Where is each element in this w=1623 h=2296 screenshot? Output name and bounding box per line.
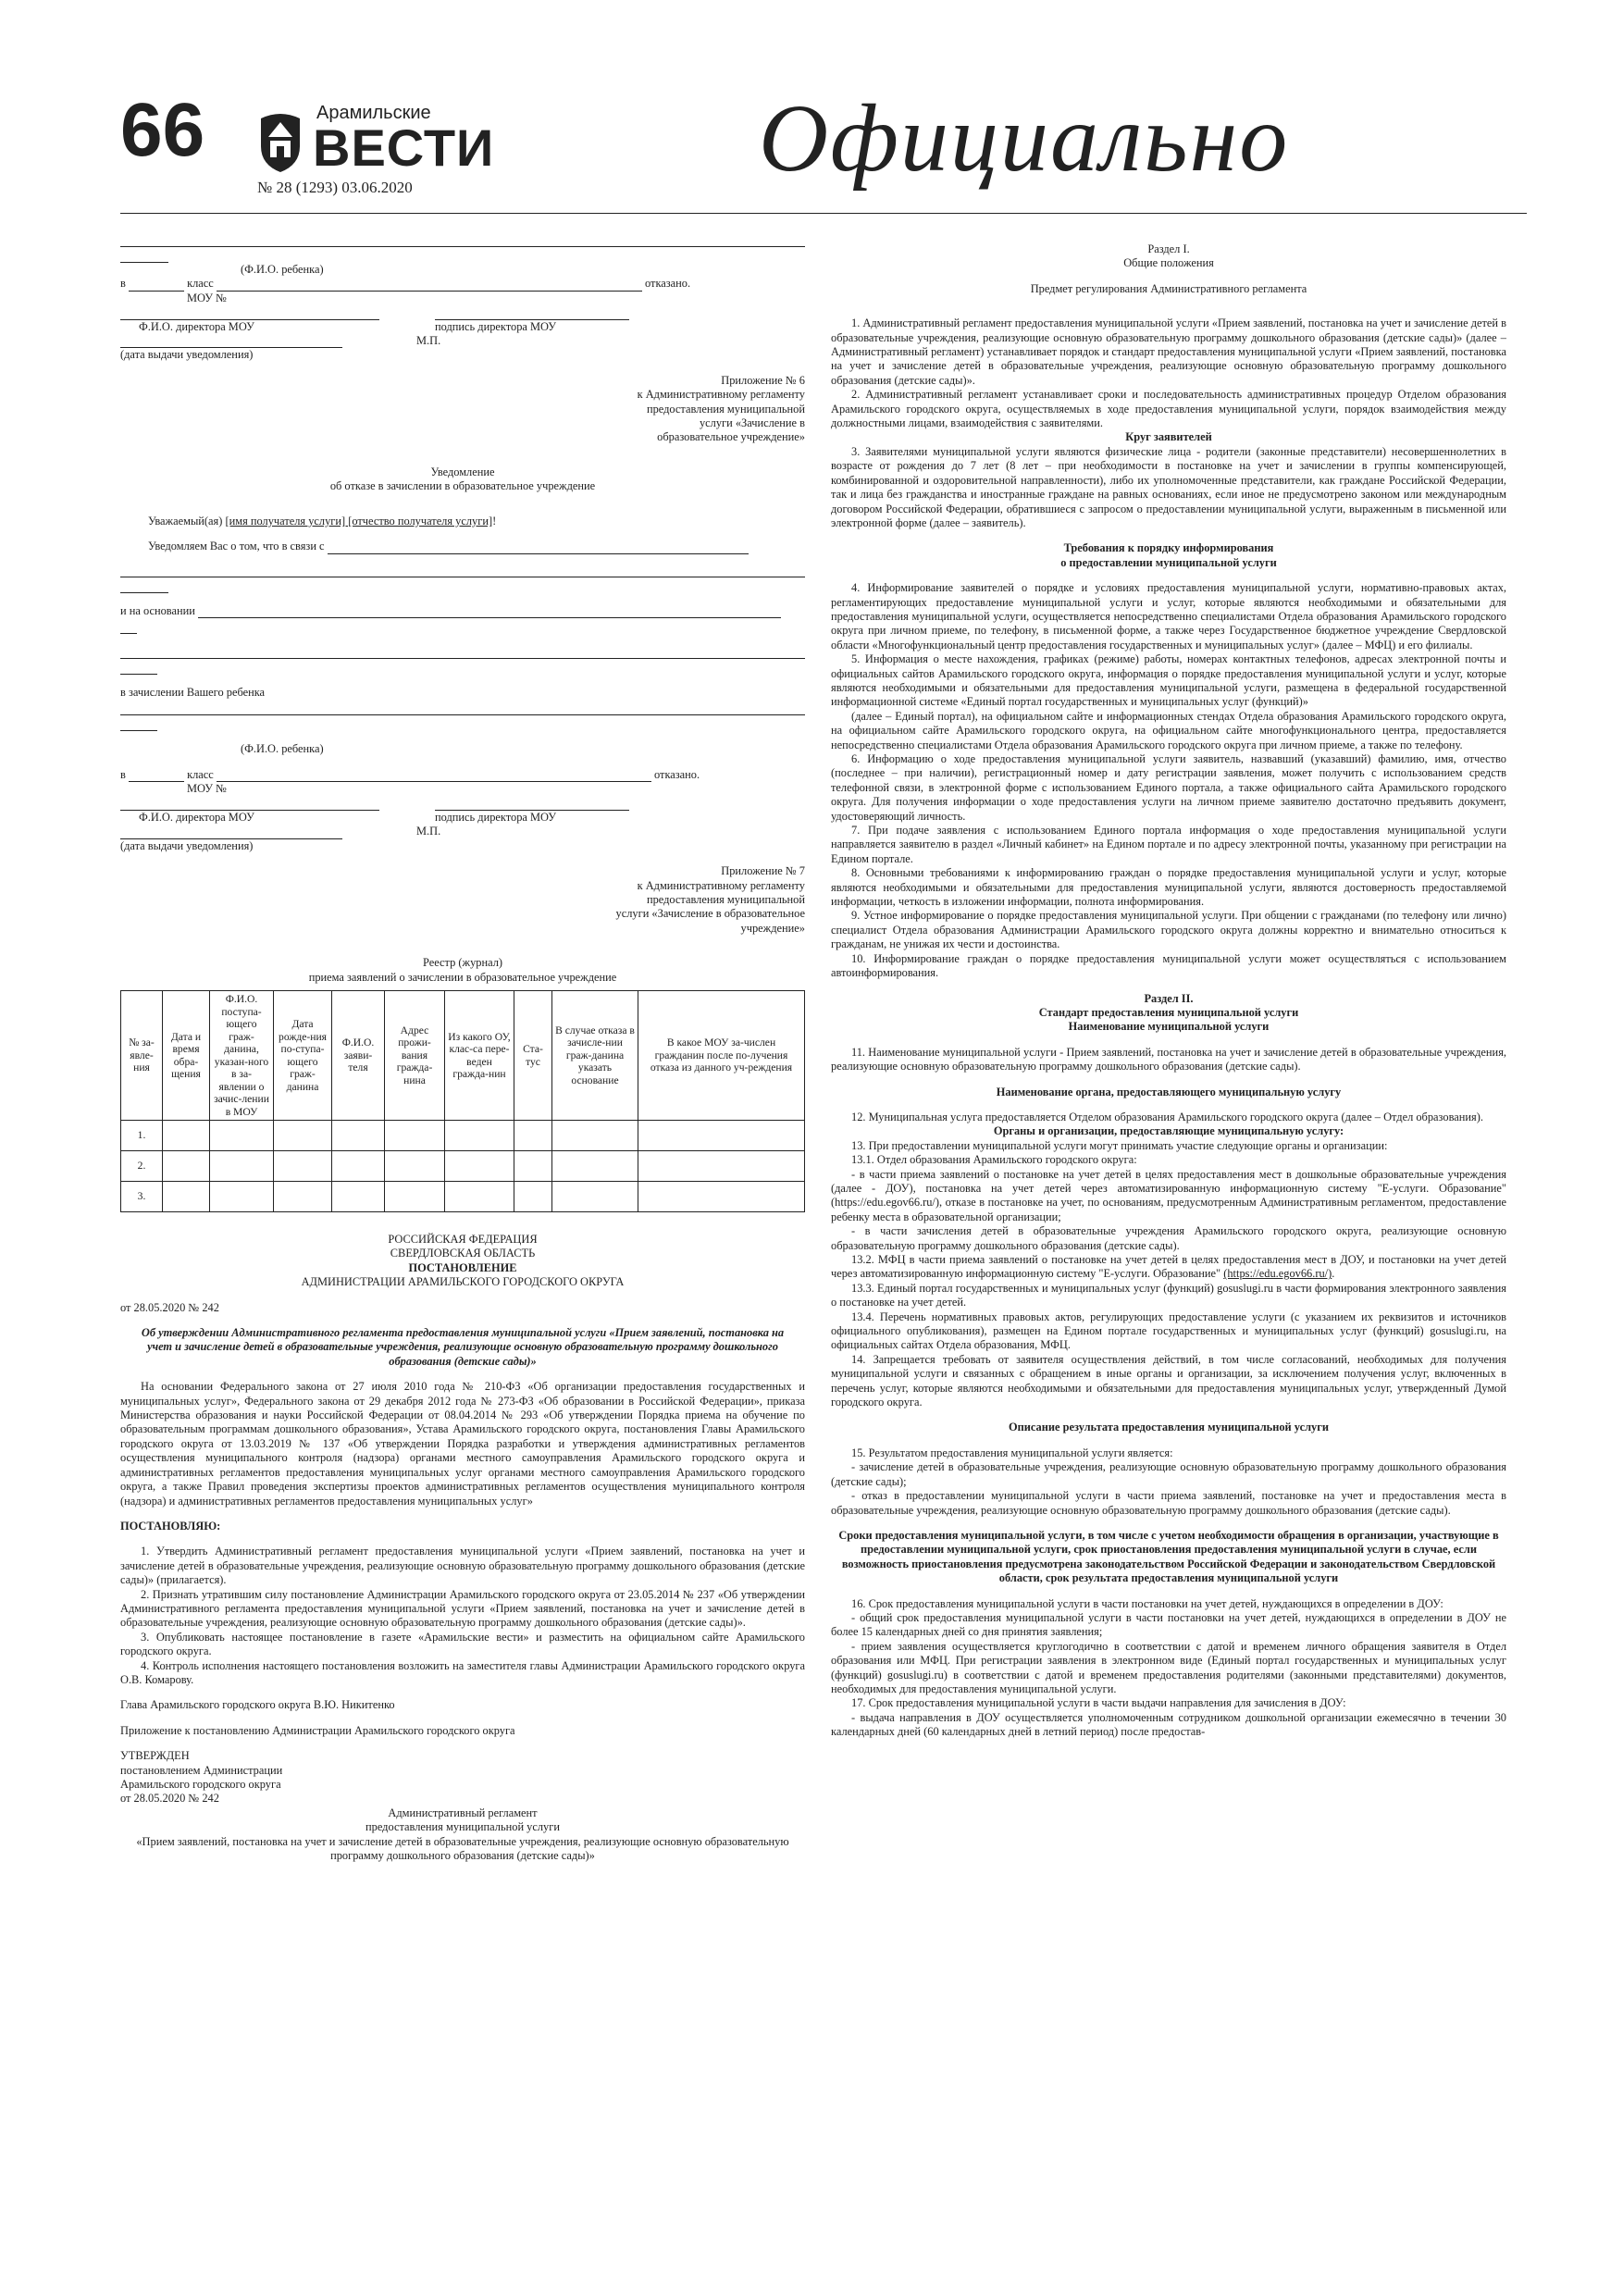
paragraph: 14. Запрещается требовать от заявителя осуществления действий, в том числе согласований, необходимых для получения муниципальной услуги и связанных с обращением в иные органы и организации, за исключением получения услуг, включенных в перечень услуг, которые являются необходимыми и обязательными для предоставления муниципальных услуг, утвержденный Думой городского округа. [831,1352,1506,1409]
director-sign-caption: подпись директора МОУ [435,810,557,824]
paragraph: 15. Результатом предоставления муниципальной услуги является: [851,1446,1173,1459]
appendix-caption: Приложение к постановлению Администрации Арамильского городского округа [120,1723,515,1737]
appendix-7-line: услуги «Зачисление в образовательное [615,907,805,921]
appendix-7-line: к Административному регламенту [637,878,805,892]
salutation-end: ! [492,514,497,527]
paragraph: - в части приема заявлений о постановке на учет детей в целях предоставления мест в дошкольные образовательные учреждения (далее - ДОУ), постановка на учет детей через автоматизированную информационную систему "Е-услуги. Образование" (https://edu.egov66.ru/), отказе в постановке на учет, по основаниям, предусмотренным Административным регламентом, предоставление ребенку места в образовательной организации; [831,1167,1506,1223]
resolution-header-line: РОССИЙСКАЯ ФЕДЕРАЦИЯ [388,1233,538,1246]
resolution-heading: Об утверждении Административного регламента предоставления муниципальной услуги «Прием заявлений, постановка на учет и зачисление детей в образовательные учреждения, реализующие основную образовательную программу дошкольного образования (детские сады)» [141,1326,785,1368]
recipient-fields: [имя получателя услуги] [отчество получателя услуги] [225,514,493,527]
notice-subtitle: об отказе в зачислении в образовательное учреждение [329,479,596,493]
resolution-preamble: На основании Федерального закона от 27 июля 2010 года № 210-ФЗ «Об организации предоставления государственных и муниципальных услуг», Федерального закона от 29 декабря 2012 года № 273-ФЗ «Об образовании в Российской Федерации», приказа Министерства образования и науки Российской Федерации от 08.04.2014 № 293 «Об утверждении Порядка приема на обучение по образовательным программам дошкольного образования», Устава Арамильского городского округа, постановления Главы Арамильского городского округа от 13.03.2019 № 137 «Об утверждении Порядка разработки и утверждения административных регламентов осуществления муниципального контроля (надзора) органами местного самоуправления Арамильского городского округа и административных регламентов предоставления муниципальных услуг органами местного самоуправления Арамильского городского округа, а также Правил проведения экспертизы проектов административных регламентов осуществления муниципального контроля (надзора) и административных регламентов предоставления муниципальных услуг» [120,1380,805,1508]
table-header: Дата рожде-ния по-ступа-ющего граж-данина [274,991,332,1121]
table-header: Адрес прожи-вания гражда-нина [385,991,445,1121]
register-title: Реестр (журнал) [422,956,503,970]
stamp-line [120,825,805,838]
paragraph: 2. Административный регламент устанавливает сроки и последовательность административных процедур Отделом образования Арамильского городского округа, осуществляемых в ходе предоставления муниципальной услуги, порядок взаимодействия между должностными лицами, взаимодействия с заявителями. [831,388,1506,430]
paragraph: 3. Заявителями муниципальной услуги являются физические лица - родители (законные представители) несовершеннолетних в возрасте от рождения до 7 лет (8 лет – при необходимости в постановке на учет и зачислении в группы компенсирующей, комбинированной и оздоровительной направленности), либо их уполномоченные представители, как граждане Российской Федерации, так и лица без гражданства и иностранные граждане на равных основаниях, если иное не предусмотрено законом или международным договором Российской Федерации, обратившиеся с запросом о предоставлении муниципальной услуги, выраженным в письменной или электронной форме (далее – заявитель). [831,444,1506,529]
resolution-header-line: АДМИНИСТРАЦИИ АРАМИЛЬСКОГО ГОРОДСКОГО ОКРУГА [301,1275,625,1289]
table-header: Ф.И.О. заяви-теля [332,991,385,1121]
paragraph: 11. Наименование муниципальной услуги - Прием заявлений, постановка на учет и зачисление детей в образовательные учреждения, реализующие основную образовательную программу дошкольного образования (детские сады). [831,1045,1506,1074]
section-title: Официально [759,85,1290,192]
paragraph: 9. Устное информирование о порядке предоставления муниципальной услуги. При общении с гражданами (по телефону или лично) специалист Отдела образования Администрации Арамильского городского округа должны корректно и внимательно относиться к гражданам, не унижая их чести и достоинства. [831,909,1506,951]
section-heading: Раздел II. [1144,991,1194,1005]
resolution-paragraph: 4. Контроль исполнения настоящего постановления возложить на заместителя главы Администрации Арамильского городского округа О.В. Комарову. [120,1658,805,1686]
table-header-row [121,991,805,1121]
approved-line: постановлением Администрации [120,1763,283,1777]
blank-line [120,700,805,715]
appendix-7-line: учреждение» [740,921,805,935]
brand-top: Арамильские [316,103,431,123]
appendix-6-title: Приложение № 6 [721,373,805,387]
notify-text: Уведомляем Вас о том, что в связи с [148,540,325,553]
paragraph: - прием заявления осуществляется круглогодично в соответствии с датой и временем личного обращения заявителя в Отдел образования или МФЦ. При регистрации заявления в электронном виде (Единый портал государственных и муниципальных услуг (функций) gosuslugi.ru) в соответствии с датой и временем предоставления родителями (законными представителями) документов, необходимых для предоставления муниципальной услуги. [831,1639,1506,1695]
blank-line [120,231,805,247]
table-row [121,1121,805,1151]
subsection-heading: Сроки предоставления муниципальной услуги, в том числе с учетом необходимости обращения в организации, участвующие в предоставлении муниципальной услуги, срок приостановления предоставления муниципальной услуги в случае, если возможность приостановления предусмотрена законодательством Российской Федерации и законодательством Свердловской области, срок результата предоставления муниципальной услуги [838,1528,1499,1585]
blank-line [120,715,157,731]
paragraph: 13. При предоставлении муниципальной услуги могут принимать участие следующие органы и организации: [851,1138,1388,1152]
paragraph: (далее – Единый портал), на официальном сайте и информационных стендах Отдела образования Арамильского городского округа, на официальном сайте Арамильского городского округа, на официальном сайте многофункционального центра, предоставляется непосредственно специалистами Отдела образования Арамильского городского округа при личном приеме, а также по телефону. [831,709,1506,751]
paragraph: 13.1. Отдел образования Арамильского городского округа: [851,1153,1137,1167]
row-number: 2. [121,1151,163,1182]
issue-date-caption: (дата выдачи уведомления) [120,348,254,362]
table-header: Ф.И.О. поступа-ющего граж-данина, указан-ного в за-явлении о зачис-лении в МОУ [210,991,274,1121]
refusal-line [120,277,805,291]
blank-line [120,618,137,634]
child-name-caption: (Ф.И.О. ребенка) [241,742,324,756]
paragraph: 5. Информация о месте нахождения, графиках (режиме) работы, номерах контактных телефонов, адресах электронной почты и официальных сайтов Арамильского городского округа, информация о порядке предоставления муниципальной услуги и услуг, которые являются необходимыми и обязательными для предоставления муниципальной услуги, размещена в федеральной государственной информационной системе «Единый портал государственных и муниципальных услуг (функций)» [831,652,1506,709]
subsection-heading: Круг заявителей [1125,430,1212,444]
resolution-date: от 28.05.2020 № 242 [120,1300,219,1314]
section-heading: Раздел I. [1147,242,1190,255]
subsection-heading: о предоставлении муниципальной услуги [1060,555,1277,569]
paragraph: 16. Срок предоставления муниципальной услуги в части постановки на учет детей, нуждающихся в определении в ДОУ: [851,1596,1443,1610]
resolution-header-line: СВЕРДЛОВСКАЯ ОБЛАСТЬ [390,1247,536,1260]
table-header: № за-явле-ния [121,991,163,1121]
blank-line [120,659,157,675]
in-word: в [120,277,126,291]
appendix-6-line: услуги «Зачисление в [699,416,805,430]
table-row [121,1182,805,1212]
child-name-caption: (Ф.И.О. ребенка) [241,263,324,276]
table-header: Ста-тус [514,991,552,1121]
edu-link[interactable]: (https://edu.egov66.ru/) [1223,1267,1332,1281]
issue-number: № 28 (1293) 03.06.2020 [257,179,413,196]
section-heading: Стандарт предоставления муниципальной услуги [1038,1005,1299,1019]
section-heading: Общие положения [1123,256,1214,270]
blank-line [120,577,168,593]
issue-date-caption: (дата выдачи уведомления) [120,838,254,852]
salutation-word: Уважаемый(ая) [148,514,223,527]
paragraph: - выдача направления в ДОУ осуществляется уполномоченным сотрудником дошкольной организации ежемесячно в течении 30 календарных дней (60 календарных дней в летний период) после предостав- [831,1710,1506,1739]
refusal-line [120,768,805,782]
table-header: В какое МОУ за-числен гражданин после по-лучения отказа из данного уч-реждения [638,991,805,1121]
table-header: Из какого ОУ, клас-са пере-веден гражда-нин [445,991,514,1121]
director-sign-caption: подпись директора МОУ [435,319,557,333]
paragraph: 4. Информирование заявителей о порядке и условиях предоставления муниципальной услуги, нормативно-правовых актах, регламентирующих предоставление муниципальной услуги и услуг, которые являются необходимыми и обязательными для предоставления муниципальной услуги, осуществляется непосредственно специалистами Отдела образования Арамильского городского округа при личном приеме, по телефону, в письменной форме, а также через Государственное бюджетное учреждение Свердловской области «Многофункциональный центр предоставления государственных и муниципальных услуг» (далее – МФЦ) и его филиалы. [831,581,1506,652]
class-word: класс [187,767,214,781]
resolution-title: ПОСТАНОВЛЕНИЕ [408,1260,517,1274]
resolution-paragraph: 3. Опубликовать настоящее постановление в газете «Арамильские вести» и разместить на официальном сайте Арамильского городского округа. [120,1630,805,1658]
signature-lines [120,797,805,811]
basis-text: и на основании [120,603,195,617]
appendix-6-line: к Административному регламенту [637,388,805,402]
right-column [831,231,1506,1740]
crest-icon [257,109,304,174]
notice-title: Уведомление [430,465,495,478]
paragraph: 8. Основными требованиями к информированию граждан о порядке предоставления муниципальной услуги и услуг, которые являются необходимыми и обязательными для предоставления муниципальной услуги, являются достоверность предоставляемой информации, четкость в изложении информации, полнота информирования. [831,866,1506,909]
regulation-title: Административный регламент [388,1806,538,1819]
resolution-paragraph: 2. Признать утратившим силу постановление Администрации Арамильского городского округа от 23.05.2014 № 237 «Об утверждении Административного регламента предоставления муниципальной услуги «Прием заявлений, постановка на учет и зачисление детей в образовательные учреждения, реализующие основную образовательную программу дошкольного образования (детские сады)». [120,1587,805,1630]
enroll-line: в зачислении Вашего ребенка [120,685,266,699]
signature-lines [120,305,805,319]
class-word: класс [187,277,214,291]
blank-line [120,562,805,577]
approved-caption: УТВЕРЖДЕН [120,1749,190,1763]
in-word: в [120,767,126,781]
header-rule [120,213,1527,214]
paragraph: 6. Информацию о ходе предоставления муниципальной услуги заявитель, назвавший (указавший) фамилию, имя, отчество (последнее – при наличии), регистрационный номер и дату регистрации заявления, может получить с использованием средств телефонной связи, в электронной форме с использованием Единого портала, а также официального сайта Арамильского городского округа. Для получения информации о ходе предоставления услуги на личном приеме заявителю достаточно предъявить документ, удостоверяющий личность. [831,752,1506,823]
head-signature: Глава Арамильского городского округа В.Ю. Никитенко [120,1698,395,1712]
table-header: Дата и время обра-щения [163,991,210,1121]
director-name-caption: Ф.И.О. директора МОУ [139,810,254,824]
paragraph: 17. Срок предоставления муниципальной услуги в части выдачи направления для зачисления в ДОУ: [851,1696,1346,1710]
paragraph: 12. Муниципальная услуга предоставляется Отделом образования Арамильского городского округа (далее – Отдел образования). [851,1110,1483,1123]
subsection-heading: Требования к порядку информирования [1063,541,1274,555]
resolution-paragraph: 1. Утвердить Административный регламент предоставления муниципальной услуги «Прием заявлений, постановка на учет и зачисление детей в образовательные учреждения, реализующие основную образовательную программу дошкольного образования (детские сады)» (прилагается). [120,1545,805,1587]
refused-word: отказано. [645,277,691,291]
basis-line [120,604,805,618]
masthead [120,85,1527,213]
paragraph: 7. При подаче заявления с использованием Единого портала информация о ходе предоставления муниципальной услуги направляется заявителю в раздел «Личный кабинет» на Едином портале и по адресу электронной почты, указанному при регистрации на Едином портале. [831,824,1506,865]
paragraph: - отказ в предоставлении муниципальной услуги в части приема заявлений, постановке на учет и предоставления места в образовательные учреждения, реализующие основную образовательную программу дошкольного образования (детские сады). [831,1489,1506,1517]
section-heading: Наименование муниципальной услуги [1068,1020,1270,1034]
paragraph: - зачисление детей в образовательные учреждения, реализующие основную образовательную программу дошкольного образования (детские сады); [831,1460,1506,1488]
table-header: В случае отказа в зачисле-нии граж-данина указать основание [552,991,638,1121]
salutation [120,515,805,528]
paragraph-text: 13.2. МФЦ в части приема заявлений о постановке на учет детей в целях предоставления мест в ДОУ, и постановки на учет детей через автоматизированную информационную систему "Е-услуги. Образование" [831,1253,1506,1281]
paragraph: 13.2. МФЦ в части приема заявлений о постановке на учет детей в целях предоставления мест в ДОУ, и постановки на учет детей через автоматизированную информационную систему "Е-услуги. Образование" (https://edu.egov66.ru/). [831,1253,1506,1281]
mou-number: МОУ № [187,782,227,796]
page-number: 66 [120,88,205,172]
blank-line [120,643,805,659]
subsection-heading: Наименование органа, предоставляющего муниципальную услугу [996,1085,1342,1098]
stamp-line [120,334,805,348]
approved-line: Арамильского городского округа [120,1778,281,1791]
appendix-7-line: предоставления муниципальной [646,892,805,906]
appendix-7-title: Приложение № 7 [721,864,805,878]
stamp-caption: М.П. [416,334,441,348]
regulation-title: «Прием заявлений, постановка на учет и зачисление детей в образовательные учреждения, реализующие основную образовательную программу дошкольного образования (детские сады)» [136,1834,789,1863]
director-name-caption: Ф.И.О. директора МОУ [139,319,254,333]
blank-line [120,247,168,263]
paragraph: 10. Информирование граждан о порядке предоставления муниципальной услуги может осуществляться с использованием автоинформирования. [831,951,1506,980]
stamp-caption: М.П. [416,825,441,838]
register-table [120,990,805,1212]
signature-captions [120,811,805,825]
register-subtitle: приема заявлений о зачислении в образовательное учреждение [308,970,617,984]
approved-line: от 28.05.2020 № 242 [120,1792,219,1806]
paragraph: 1. Административный регламент предоставления муниципальной услуги «Прием заявлений, постановка на учет и зачисление детей в образовательные учреждения, реализующие основную образовательную программу дошкольного образования (детские сады)» (далее – Административный регламент) устанавливает порядок и стандарт предоставления муниципальной услуги «Прием заявлений, постановка на учет и зачисление детей в образовательные учреждения, реализующие основную образовательную программу дошкольного образования (детские сады)». [831,316,1507,387]
subsection-heading: Предмет регулирования Административного регламента [1030,281,1307,295]
appendix-6-line: предоставления муниципальной [646,402,805,416]
row-number: 1. [121,1121,163,1151]
brand-logo: ВЕСТИ [313,118,495,177]
paragraph: - в части зачисления детей в образовательные учреждения Арамильского городского округа, реализующие основную образовательную программу дошкольного образования (детские сады). [831,1224,1506,1252]
table-row [121,1151,805,1182]
signature-captions [120,320,805,334]
decree-word: ПОСТАНОВЛЯЮ: [120,1519,221,1533]
appendix-6-line: образовательное учреждение» [657,430,805,444]
regulation-title: предоставления муниципальной услуги [365,1820,560,1834]
left-column [120,231,805,1863]
paragraph: 13.3. Единый портал государственных и муниципальных услуг (функций) gosuslugi.ru в части формирования электронного заявления о постановке на учет детей. [831,1281,1506,1309]
subsection-heading: Описание результата предоставления муниципальной услуги [1008,1421,1330,1434]
row-number: 3. [121,1182,163,1212]
refused-word: отказано. [654,767,700,781]
mou-number: МОУ № [187,291,227,304]
paragraph: 13.4. Перечень нормативных правовых актов, регулирующих предоставление услуги (с указанием их реквизитов и источников официального опубликования), размещен на Едином портале государственных и муниципальных услуг (функций) gosuslugi.ru, на официальных сайтах Отдела образования, МФЦ. [831,1309,1506,1352]
subsection-heading: Органы и организации, предоставляющие муниципальную услугу: [993,1124,1344,1138]
paragraph: - общий срок предоставления муниципальной услуги в части постановки на учет детей, нуждающихся в определении в ДОУ не более 15 календарных дней со дня принятия заявления; [831,1610,1506,1639]
notify-line [120,540,805,553]
